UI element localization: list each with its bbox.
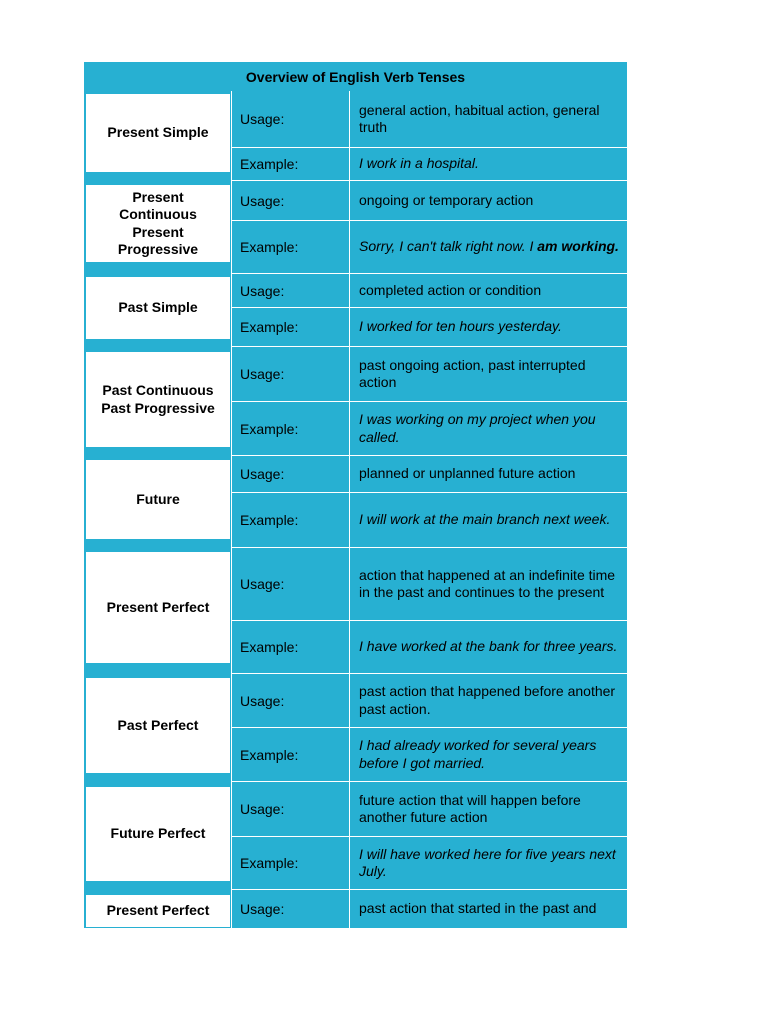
usage-text: action that happened at an indefinite time in the past and continues to the present xyxy=(359,566,616,600)
column-divider xyxy=(231,91,232,928)
example-text: Sorry, I can't talk right now. I am working. xyxy=(359,238,619,255)
verb-tenses-table xyxy=(84,62,627,928)
example-label: Example: xyxy=(240,319,299,335)
usage-label: Usage: xyxy=(240,901,285,917)
example-label: Example: xyxy=(240,420,299,437)
usage-label: Usage: xyxy=(240,111,285,127)
tense-name: Past Simple xyxy=(86,277,230,339)
usage-text: general action, habitual action, general truth xyxy=(359,101,600,135)
usage-text: past action that started in the past and xyxy=(359,900,597,917)
usage-label: Usage: xyxy=(240,192,285,209)
usage-label: Usage: xyxy=(240,692,285,709)
tense-name: Past Perfect xyxy=(86,678,230,773)
usage-label: Usage: xyxy=(240,366,285,382)
example-label: Example: xyxy=(240,746,299,763)
usage-text: future action that will happen before another future action xyxy=(359,791,581,825)
example-text: I will work at the main branch next week. xyxy=(359,511,611,528)
example-text: I will have worked here for five years next July. xyxy=(359,845,616,879)
table-title: Overview of English Verb Tenses xyxy=(245,68,466,85)
tense-name: Future Perfect xyxy=(86,787,230,881)
usage-label: Usage: xyxy=(240,282,285,299)
example-text: I work in a hospital. xyxy=(359,155,479,172)
usage-text: past action that happened before another past action. xyxy=(359,683,616,717)
usage-text: past ongoing action, past interrupted action xyxy=(359,356,586,390)
example-label: Example: xyxy=(240,855,299,871)
usage-text: completed action or condition xyxy=(359,281,542,298)
usage-label: Usage: xyxy=(240,466,285,482)
example-label: Example: xyxy=(240,239,299,255)
tense-name: Present Continuous Present Progressive xyxy=(86,185,230,262)
tense-name: Present Perfect xyxy=(86,552,230,663)
tense-name: Present Simple xyxy=(86,94,230,172)
usage-text: ongoing or temporary action xyxy=(359,191,534,208)
tense-name: Future xyxy=(86,460,230,539)
tense-name: Present Perfect xyxy=(86,895,230,927)
example-label: Example: xyxy=(240,156,299,172)
example-text: I had already worked for several years before I got married. xyxy=(359,737,597,771)
example-text: I was working on my project when you called. xyxy=(359,411,596,445)
usage-label: Usage: xyxy=(240,576,285,592)
example-label: Example: xyxy=(240,639,299,655)
example-label: Example: xyxy=(240,512,299,528)
tense-name: Past Continuous Past Progressive xyxy=(86,352,230,447)
usage-label: Usage: xyxy=(240,801,285,817)
example-text: I worked for ten hours yesterday. xyxy=(359,318,562,335)
example-text: I have worked at the bank for three years. xyxy=(359,638,618,655)
usage-text: planned or unplanned future action xyxy=(359,465,576,482)
